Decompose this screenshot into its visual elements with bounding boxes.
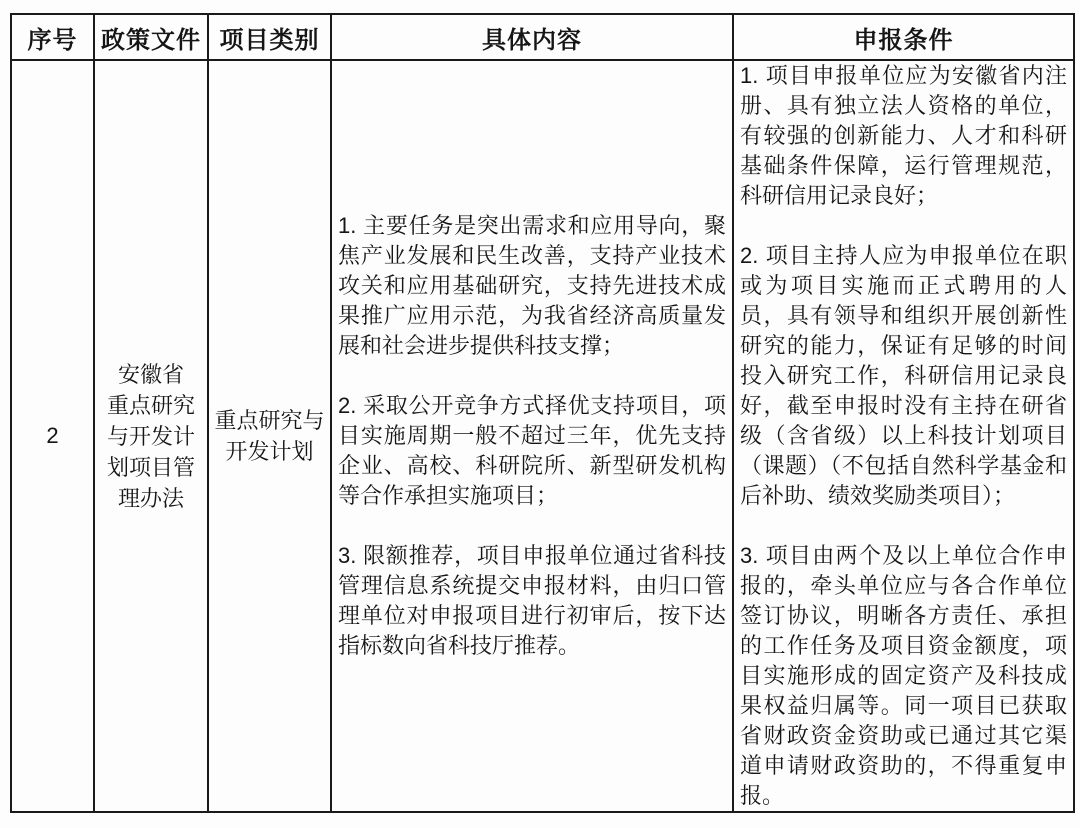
header-project-category: 项目类别 <box>208 14 331 60</box>
header-row <box>11 14 1074 60</box>
policy-table <box>10 13 1075 813</box>
cell-policy-document: 安徽省 重点研究 与开发计 划项目管 理办法 <box>94 60 208 812</box>
header-serial-number: 序号 <box>11 14 94 60</box>
header-application-conditions: 申报条件 <box>733 14 1074 60</box>
cell-specific-content: 1. 主要任务是突出需求和应用导向，聚焦产业发展和民生改善，支持产业技术攻关和应用基础研究，支持先进技术成果推广应用示范，为我省经济高质量发展和社会进步提供科技支撑； 2. 采取公开竞争方式择优支持项目，项目实施周期一般不超过三年，优先支持企业、高校、科研院所、新型研发机构等合作承担实施项目； 3. 限额推荐，项目申报单位通过省科技管理信息系统提交申报材料，由归口管理单位对申报项目进行初审后，按下达指标数向省科技厅推荐。 <box>331 60 733 812</box>
cell-application-conditions: 1. 项目申报单位应为安徽省内注册、具有独立法人资格的单位，有较强的创新能力、人才和科研基础条件保障，运行管理规范，科研信用记录良好； 2. 项目主持人应为申报单位在职或为项目实施而正式聘用的人员，具有领导和组织开展创新性研究的能力，保证有足够的时间投入研究工作，科研信用记录良好，截至申报时没有主持在研省级（含省级）以上科技计划项目（课题）（不包括自然科学基金和后补助、绩效奖励类项目）； 3. 项目由两个及以上单位合作申报的，牵头单位应与各合作单位签订协议，明晰各方责任、承担的工作任务及项目资金额度，项目实施形成的固定资产及科技成果权益归属等。同一项目已获取省财政资金资助或已通过其它渠道申请财政资助的，不得重复申报。 <box>733 60 1074 812</box>
header-policy-document: 政策文件 <box>94 14 208 60</box>
cell-project-category: 重点研究与 开发计划 <box>208 60 331 812</box>
cell-serial-number: 2 <box>11 60 94 812</box>
header-specific-content: 具体内容 <box>331 14 733 60</box>
table-row <box>11 60 1074 812</box>
